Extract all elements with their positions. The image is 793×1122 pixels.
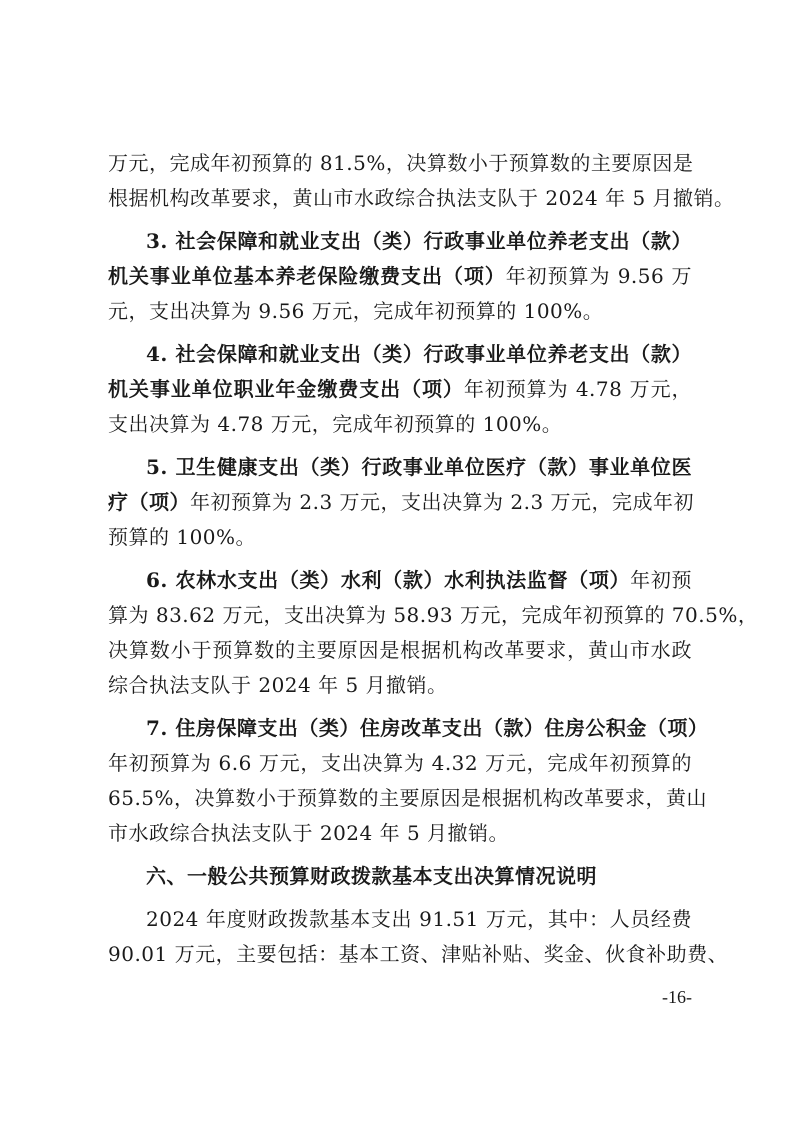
paragraph-item-3 [108,224,692,329]
text-segment: 元，支出决算为 9.56 万元，完成年初预算的 100%。 [108,299,604,323]
text-line [108,485,695,520]
paragraph-item-6 [108,563,759,703]
text-line [108,859,692,894]
text-line [108,520,692,555]
text-line [108,450,692,485]
text-line [108,407,692,442]
text-line [108,294,692,329]
text-line [108,372,692,407]
text-segment: 算为 83.62 万元，支出决算为 58.93 万元，完成年初预算的 70.5%， [108,603,759,627]
text-line [108,181,735,216]
item-heading: 7. 住房保障支出（类）住房改革支出（款）住房公积金（项） [146,716,709,740]
text-line [108,598,759,633]
item-heading: 6. 农林水支出（类）水利（款）水利执法监督（项） [146,568,631,592]
text-line [108,816,692,851]
text-line [108,146,692,181]
paragraph-item-7 [108,711,709,851]
page-number: -16- [662,987,692,1007]
text-segment: 市水政综合执法支队于 2024 年 5 月撤销。 [108,821,510,845]
item-heading: 5. 卫生健康支出（类）行政事业单位医疗（款）事业单位医 [146,455,692,479]
text-segment: 年初预算为 6.6 万元，支出决算为 4.32 万元，完成年初预算的 [108,751,692,775]
text-line [108,746,692,781]
text-segment: 支出决算为 4.78 万元，完成年初预算的 100%。 [108,412,563,436]
text-line [108,337,692,372]
text-segment: 年初预 [630,568,693,592]
text-segment: 年初预算为 9.56 万 [505,264,693,288]
text-segment: 年初预算为 4.78 万元， [463,377,692,401]
paragraph-item-5 [108,450,695,555]
paragraph-item-4 [108,337,692,442]
text-line [108,937,729,972]
text-segment: 预算的 100%。 [108,525,257,549]
paragraph-basic-expenditure [108,902,729,972]
item-heading: 4. 社会保障和就业支出（类）行政事业单位养老支出（款） [146,342,692,366]
text-segment: 65.5%，决算数小于预算数的主要原因是根据机构改革要求，黄山 [108,786,708,810]
item-heading: 疗（项） [108,490,190,514]
text-line [108,902,692,937]
item-heading: 机关事业单位职业年金缴费支出（项） [108,377,464,401]
text-line [108,781,708,816]
text-line [108,633,692,668]
text-segment: 年初预算为 2.3 万元，支出决算为 2.3 万元，完成年初 [190,490,695,514]
text-line [108,259,692,294]
text-line [108,668,692,703]
text-segment: 2024 年度财政拨款基本支出 91.51 万元，其中：人员经费 [146,907,692,931]
section-heading [108,859,692,894]
text-line [108,711,709,746]
item-heading: 机关事业单位基本养老保险缴费支出（项） [108,264,506,288]
text-segment: 90.01 万元，主要包括：基本工资、津贴补贴、奖金、伙食补助费、 [108,942,729,966]
section-title: 六、一般公共预算财政拨款基本支出决算情况说明 [146,864,597,888]
document-body [108,146,759,972]
text-line [108,224,692,259]
text-segment: 万元，完成年初预算的 81.5%，决算数小于预算数的主要原因是 [108,151,694,175]
text-segment: 根据机构改革要求，黄山市水政综合执法支队于 2024 年 5 月撤销。 [108,186,735,210]
text-segment: 决算数小于预算数的主要原因是根据机构改革要求，黄山市水政 [108,638,692,662]
text-line [108,563,692,598]
paragraph-continuation [108,146,735,216]
text-segment: 综合执法支队于 2024 年 5 月撤销。 [108,673,448,697]
item-heading: 3. 社会保障和就业支出（类）行政事业单位养老支出（款） [146,229,692,253]
